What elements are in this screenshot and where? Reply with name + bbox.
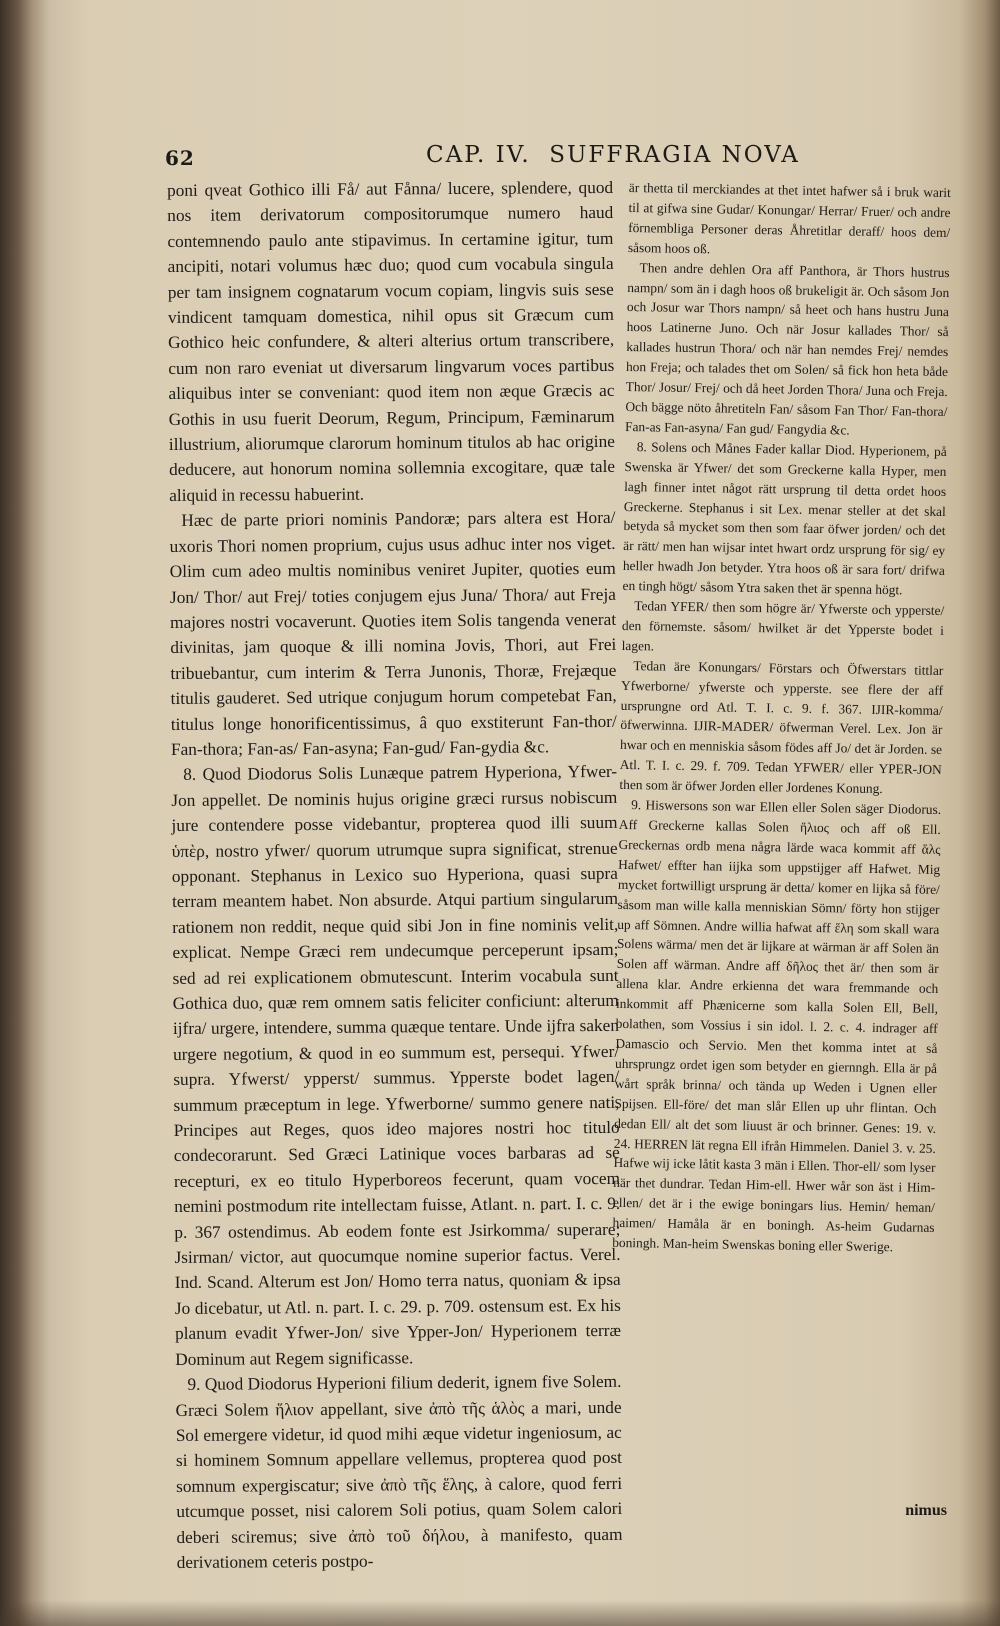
- chapter-title: [426, 142, 800, 168]
- latin-paragraph-1: poni qveat Gothico illi Få/ aut Fånna/ lucere, splendere, quod nos item derivatorum compositorumque numero haud contemnendo paulo ante stipavimus. In certamine igitur, tum ancipiti, notari volumus hæc duo; quod cum vocabula singula per tam insignem cognatarum vocum copiam, lingvis suis sese vindicent tamquam domestica, nihil opus sit Græcum cum Gothico heic confundere, & alteri alterius ortum transcribere, cum non raro eveniat ut diversarum lingvarum voces partibus aliquibus inter se conveniant: quod item non æque Græcis ac Gothis in usu fuerit Deorum, Regum, Principum, Fæminarum illustrium, aliorumque clarorum hominum titulos ab hac origine deducere, aut honorum nomina sollemnia excogitare, quæ tale aliquid in recessu habuerint.: [167, 177, 616, 505]
- swedish-column: [612, 178, 951, 1258]
- chapter-label: CAP. IV.: [426, 142, 531, 168]
- swedish-paragraph-2: Then andre dehlen Ora aff Panthora, är Thors hustrus nampn/ som än i dagh hoos oß brukeligit är. Och såsom Jon och Josur war Thors nampn/ så heet och hans hustru Juna hoos Latinerne Juno. Och när Josur kallades Thor/ så kallades hustrun Thora/ och när han nemdes Frej/ nemdes hon Freja; och talades thet om Solen/ så fick hon heta både Thor/ Josur/ Frej/ och då heet Jorden Thora/ Juna och Freja. Och bägge nöto åhretiteln Fan/ såsom Fan Thor/ Fan-thora/ Fan-as Fan-asyna/ Fan gud/ Fangydia &c.: [624, 259, 950, 438]
- swedish-paragraph-3: 8. Solens och Månes Fader kallar Diod. Hyperionem, på Swenska är Yfwer/ det som Greckerne kalla Hyper, men lagh finner intet något rätt ursprung til detta ordet hoos Greckerne. Stephanus i sit Lex. menar steller at det skal betyda så mycket som then som faar öfwer jorden/ och det är rätt/ men han wijsar intet hwart ordz ursprung för sig/ ey heller hwadh Jon betyder. Ytra hoos oß är sara fort/ drifwa en tingh högt/ såsom Ytra saken thet är spenna högt.: [622, 438, 947, 598]
- catchword: nimus: [905, 1502, 947, 1519]
- swedish-paragraph-4: Tedan YFER/ then som högre är/ Yfwerste och ypperste/ den förnemste. såsom/ hwilket är det Ypperste bodet i lagen.: [621, 598, 945, 654]
- section-title: SUFFRAGIA NOVA: [549, 142, 800, 168]
- book-page: [163, 130, 953, 1572]
- page-bottom-shadow: [0, 1600, 1000, 1626]
- latin-paragraph-3: 8. Quod Diodorus Solis Lunæque patrem Hyperiona, Yfwer-Jon appellet. De nominis hujus origine græci rursus nobiscum jure contendere posse videbantur, propterea quod illi suum ὑπὲρ, nostro yfwer/ quorum utrumque supra significat, strenue opponant. Stephanus in Lexico suo Hyperiona, quasi supra terram meantem habet. Non absurde. Atqui partium singularum rationem non reddit, neque quid sibi Jon in fine nominis velit, explicat. Nempe Græci rem undecumque perceperunt ipsam; sed ad rei explicationem obmutescunt. Interim vocabula sunt Gothica duo, quæ rem omnem satis feliciter conficiunt: alterum ijfra/ urgere, intendere, summa quæque tentare. Unde ijfra saken urgere negotium, & quod in eo summum est, persequi. Yfwer/ supra. Yfwerst/ ypperst/ summus. Ypperste bodet lagen/ summum præceptum in lege. Yfwerborne/ summo genere nati, Principes aut Reges, quos ideo majores nostri hoc titulo condecorarunt. Sed Græci Latinique voces barbaras ad se recepturi, ex eo titulo Hyperboreos fecerunt, quam vocem nemini postmodum rite intellectam fuisse, Atlant. n. part. I. c. 9. p. 367 ostendimus. Ab eodem fonte est Jsirkomma/ superare; Jsirman/ victor, aut quocumque nomine superior factus. Verel. Ind. Scand. Alterum est Jon/ Homo terra natus, quoniam & ipsa Jo dicebatur, ut Atl. n. part. I. c. 29. p. 709. ostensum est. Ex his planum evadit Yfwer-Jon/ sive Ypper-Jon/ Hyperionem terræ Dominum aut Regem significasse.: [171, 762, 622, 1369]
- page-number: 62: [165, 146, 195, 170]
- running-head: [163, 142, 953, 172]
- latin-paragraph-4: 9. Quod Diodorus Hyperioni filium dederit, ignem five Solem. Græci Solem ἥλιον appellant, sive ἀπὸ τῆς ἁλὸς a mari, unde Sol emergere videtur, id quod mihi æque videtur ingeniosum, ac si hominem Somnum appellare vellemus, propterea quod post somnum expergiscatur; sive ἀπὸ τῆς ἕλης, à calore, quod ferri utcumque posset, nisi calorem Soli potius, quam Solem calori deberi sciremus; sive ἀπὸ τοῦ δήλου, à manifesto, quam derivationem ceteris postpo-: [175, 1371, 623, 1572]
- latin-paragraph-2: Hæc de parte priori nominis Pandoræ; pars altera est Hora/ uxoris Thori nomen proprium, cujus usus adhuc inter nos viget. Olim cum adeo multis nominibus veniret Jupiter, quoties eum Jon/ Thor/ aut Frej/ toties conjugem ejus Juna/ Thora/ aut Freja majores nostri vocaverunt. Quoties item Solis tangenda venerat divinitas, jam quoque & illi nomina Jovis, Thori, aut Frei tribuebantur, cum interim & Terra Junonis, Thoræ, Frejæque titulis gauderet. Sed utrique conjugum horum competebat Fan, titulus longe honorificentissimus, â quo exstiterunt Fan-thor/ Fan-thora; Fan-as/ Fan-asyna; Fan-gud/ Fan-gydia &c.: [169, 508, 617, 759]
- swedish-paragraph-6: 9. Hiswersons son war Ellen eller Solen säger Diodorus. Aff Greckerne kallas Solen ἥλιος och aff oß Ell. Greckernas ordb mena några lärde waca kommit aff ἅλς Hafwet/ effter han iijka som uppstijger aff Hafwet. Mig mycket fortwilligt ursprung är detta/ komer en lijka så före/ såsom man wille kalla menniskian Sömn/ förty hon stijger up aff Sömnen. Andre willia hafwat aff ἕλη som skall wara Solens wärma/ men det är lijkare at wärman är aff Solen än Solen aff wärman. Andre aff δῆλος thet är/ then som är allena klar. Andre erkienna det wara fremmande och inkommit aff Phænicerne som kalla Solen Ell, Bell, bolathen, som Vossius i sin idol. l. 2. c. 4. indrager aff Damascio och Servio. Men thet komma intet at så uhrsprungz ordet igen som betyder en giernngh. Ella är på wårt språk brinna/ och tända up Weden i Ugnen eller Spijsen. Ell-före/ det man slår Ellen up uhr flintan. Och dedan Ell/ alt det som liuust är och brinner. Genes: 19. v. 24. HERREN lät regna Ell ifrån Himmelen. Daniel 3. v. 25. Hafwe wij icke låtit kasta 3 män i Ellen. Thor-ell/ som lyser när thet dundrar. Tedan Him-ell. Hwer wår son äst i Him-ellen/ det är i the ewige boningars lius. Hemin/ heman/ haimen/ Hamåla är en boningh. As-heim Gudarnas boningh. Man-heim Swenskas boning eller Swerige.: [612, 797, 942, 1255]
- swedish-paragraph-5: Tedan äre Konungars/ Förstars och Öfwerstars tittlar Yfwerborne/ yfwerste och ypperste. see flere der aff ursprungne ord Atl. T. I. c. 9. f. 367. IJIR-komma/ öfwerwinna. IJIR-MADER/ öfwerman Verel. Lex. Jon är hwar och en menniskia såsom födes aff Jo/ det är Jorden. se Atl. T. I. c. 29. f. 709. Tedan YFWER/ eller YPER-JON then som är öfwer Jorden eller Jordenes Konung.: [619, 657, 944, 797]
- latin-column: [167, 175, 623, 1575]
- swedish-paragraph-1: är thetta til merckiandes at thet intet hafwer så i bruk warit til at gifwa sine Gudar/ Konungar/ Herrar/ Fruer/ och andre förnembliga Personer deras Åhretitlar deraff/ hoos dem/ såsom hoos oß.: [627, 179, 951, 257]
